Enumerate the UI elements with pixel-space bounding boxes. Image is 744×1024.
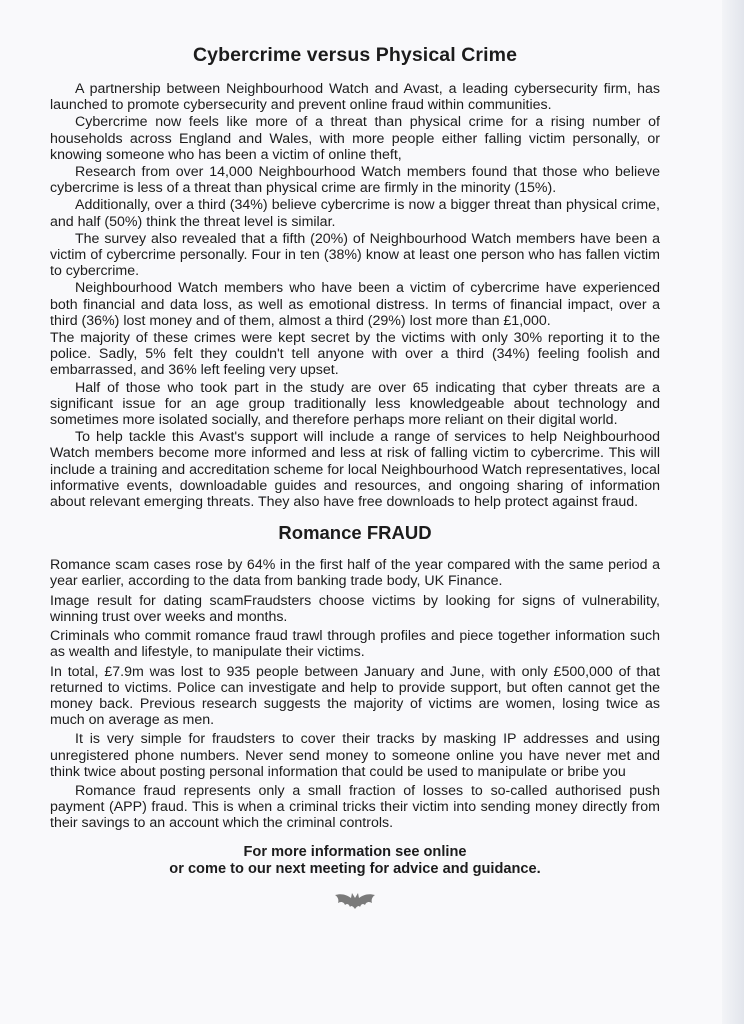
article-title: Cybercrime versus Physical Crime (192, 44, 518, 66)
paragraph: Cybercrime now feels like more of a threat than physical crime for a rising number of households across England and Wales, with more people either falling victim personally, or knowing someone who has been a victim of online theft, (50, 114, 660, 163)
paragraph: It is very simple for fraudsters to cover their tracks by masking IP addresses and using unregistered phone numbers. Never send money to someone online you have never met and think twice about posting personal information that could be used to manipulate or bribe you (50, 731, 660, 780)
paragraph: Research from over 14,000 Neighbourhood Watch members found that those who believe cybercrime is less of a threat than physical crime are firmly in the minority (15%). (50, 164, 660, 197)
ornament (50, 889, 660, 920)
article-title: Romance FRAUD (278, 522, 432, 544)
article-romance-fraud (50, 522, 660, 831)
paragraph: In total, £7.9m was lost to 935 people between January and June, with only £500,000 of that returned to victims. Police can investigate and help to provide support, but often cannot get the money back. Previous research suggests the majority of victims are women, losing twice as much on average as men. (50, 663, 660, 729)
footer-line: For more information see online (243, 843, 467, 860)
paragraph: Criminals who commit romance fraud trawl through profiles and piece together information such as wealth and lifestyle, to manipulate their victims. (50, 628, 660, 661)
paragraph: The majority of these crimes were kept secret by the victims with only 30% reporting it to the police. Sadly, 5% felt they couldn't tell anyone with over a third (34%) feeling foolish and embarrassed, and 36% left feeling very upset. (50, 330, 660, 379)
footer-line: or come to our next meeting for advice and guidance. (169, 861, 541, 878)
article-cybercrime (50, 44, 660, 510)
paragraph: To help tackle this Avast's support will include a range of services to help Neighbourhood Watch members become more informed and less at risk of falling victim to cybercrime. This will include a training and accreditation scheme for local Neighbourhood Watch representatives, local informative events, downloadable guides and resources, and ongoing sharing of information about relevant emerging threats. They also have free downloads to help protect against fraud. (50, 429, 660, 511)
paragraph: Romance scam cases rose by 64% in the first half of the year compared with the same period a year earlier, according to the data from banking trade body, UK Finance. (50, 557, 660, 590)
page-edge-shadow (722, 0, 744, 1024)
paragraph: Half of those who took part in the study are over 65 indicating that cyber threats are a significant issue for an age group traditionally less knowledgeable about technology and sometimes more isolated socially, and therefore perhaps more reliant on their digital world. (50, 379, 660, 429)
bat-icon (332, 889, 378, 915)
footer-note (50, 844, 660, 879)
paragraph: A partnership between Neighbourhood Watch and Avast, a leading cybersecurity firm, has launched to promote cybersecurity and prevent online fraud within communities. (50, 81, 660, 114)
paragraph: Neighbourhood Watch members who have been a victim of cybercrime have experienced both financial and data loss, as well as emotional distress. In terms of financial impact, over a third (36%) lost money and of them, almost a third (29%) lost more than £1,000. (50, 280, 660, 329)
paragraph: Romance fraud represents only a small fraction of losses to so-called authorised push payment (APP) fraud. This is when a criminal tricks their victim into sending money directly from their savings to an account which the criminal controls. (50, 782, 660, 832)
paragraph: Image result for dating scamFraudsters choose victims by looking for signs of vulnerability, winning trust over weeks and months. (50, 592, 660, 625)
paragraph: Additionally, over a third (34%) believe cybercrime is now a bigger threat than physical crime, and half (50%) think the threat level is similar. (50, 197, 660, 230)
paragraph: The survey also revealed that a fifth (20%) of Neighbourhood Watch members have been a victim of cybercrime personally. Four in ten (38%) know at least one person who has fallen victim to cybercrime. (50, 230, 660, 280)
article-body (50, 557, 660, 831)
article-body (50, 81, 660, 510)
